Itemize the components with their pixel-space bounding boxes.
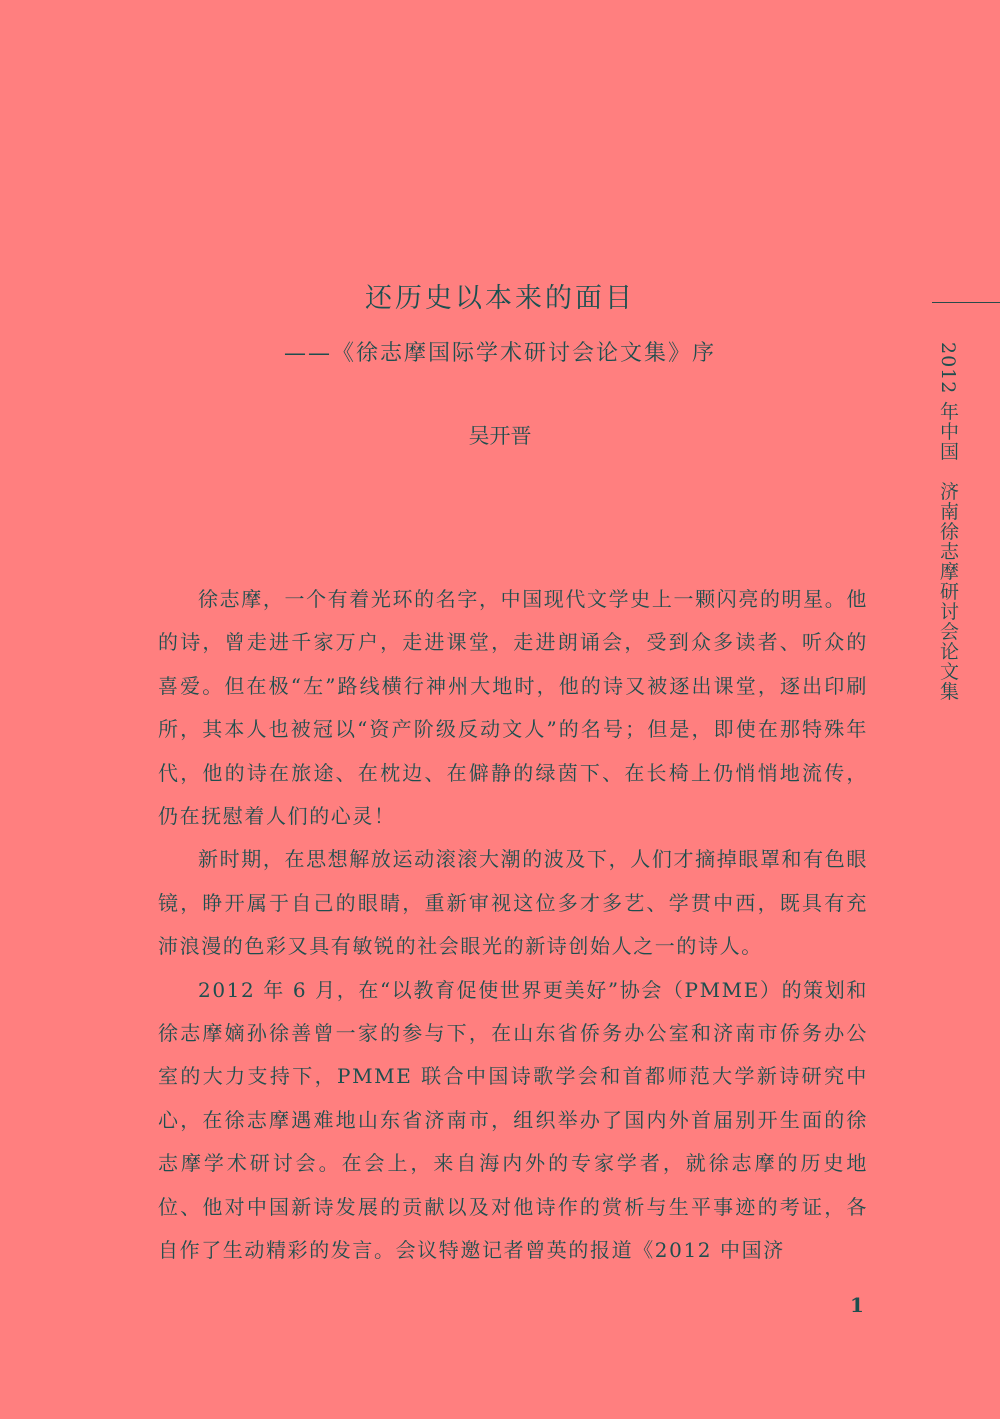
paragraph-2: 新时期，在思想解放运动滚滚大潮的波及下，人们才摘掉眼罩和有色眼镜，睁开属于自己的眼睛，重新审视这位多才多艺、学贯中西，既具有充沛浪漫的色彩又具有敏锐的社会眼光的新诗创始人之一的诗人。 [158,847,868,959]
collection-side-label: 2012 年中国 济南徐志摩研讨会论文集 [937,342,959,702]
page-number: 1 [850,1293,864,1317]
paragraph-1: 徐志摩，一个有着光环的名字，中国现代文学史上一颗闪亮的明星。他的诗，曾走进千家万户，走进课堂，走进朗诵会，受到众多读者、听众的喜爱。但在极“左”路线横行神州大地时，他的诗又被逐出课堂，逐出印刷所，其本人也被冠以“资产阶级反动文人”的名号；但是，即使在那特殊年代，他的诗在旅途、在枕边、在僻静的绿茵下、在长椅上仍悄悄地流传，仍在抚慰着人们的心灵！ [158,587,868,829]
author-name: 吴开晋 [468,424,532,448]
header-rule [932,302,1000,303]
page-subtitle: ——《徐志摩国际学术研讨会论文集》序 [283,341,716,366]
body-text [158,578,868,1273]
page-title: 还历史以本来的面目 [365,283,635,314]
paragraph-3: 2012 年 6 月，在“以教育促使世界更美好”协会（PMME）的策划和徐志摩嫡孙徐善曾一家的参与下，在山东省侨务办公室和济南市侨务办公室的大力支持下，PMME 联合中国诗歌学会和首都师范大学新诗研究中心，在徐志摩遇难地山东省济南市，组织举办了国内外首届别开生面的徐志摩学术研讨会。在会上，来自海内外的专家学者，就徐志摩的历史地位、他对中国新诗发展的贡献以及对他诗作的赏析与生平事迹的考证，各自作了生动精彩的发言。会议特邀记者曾英的报道《2012 中国济 [158,977,868,1263]
